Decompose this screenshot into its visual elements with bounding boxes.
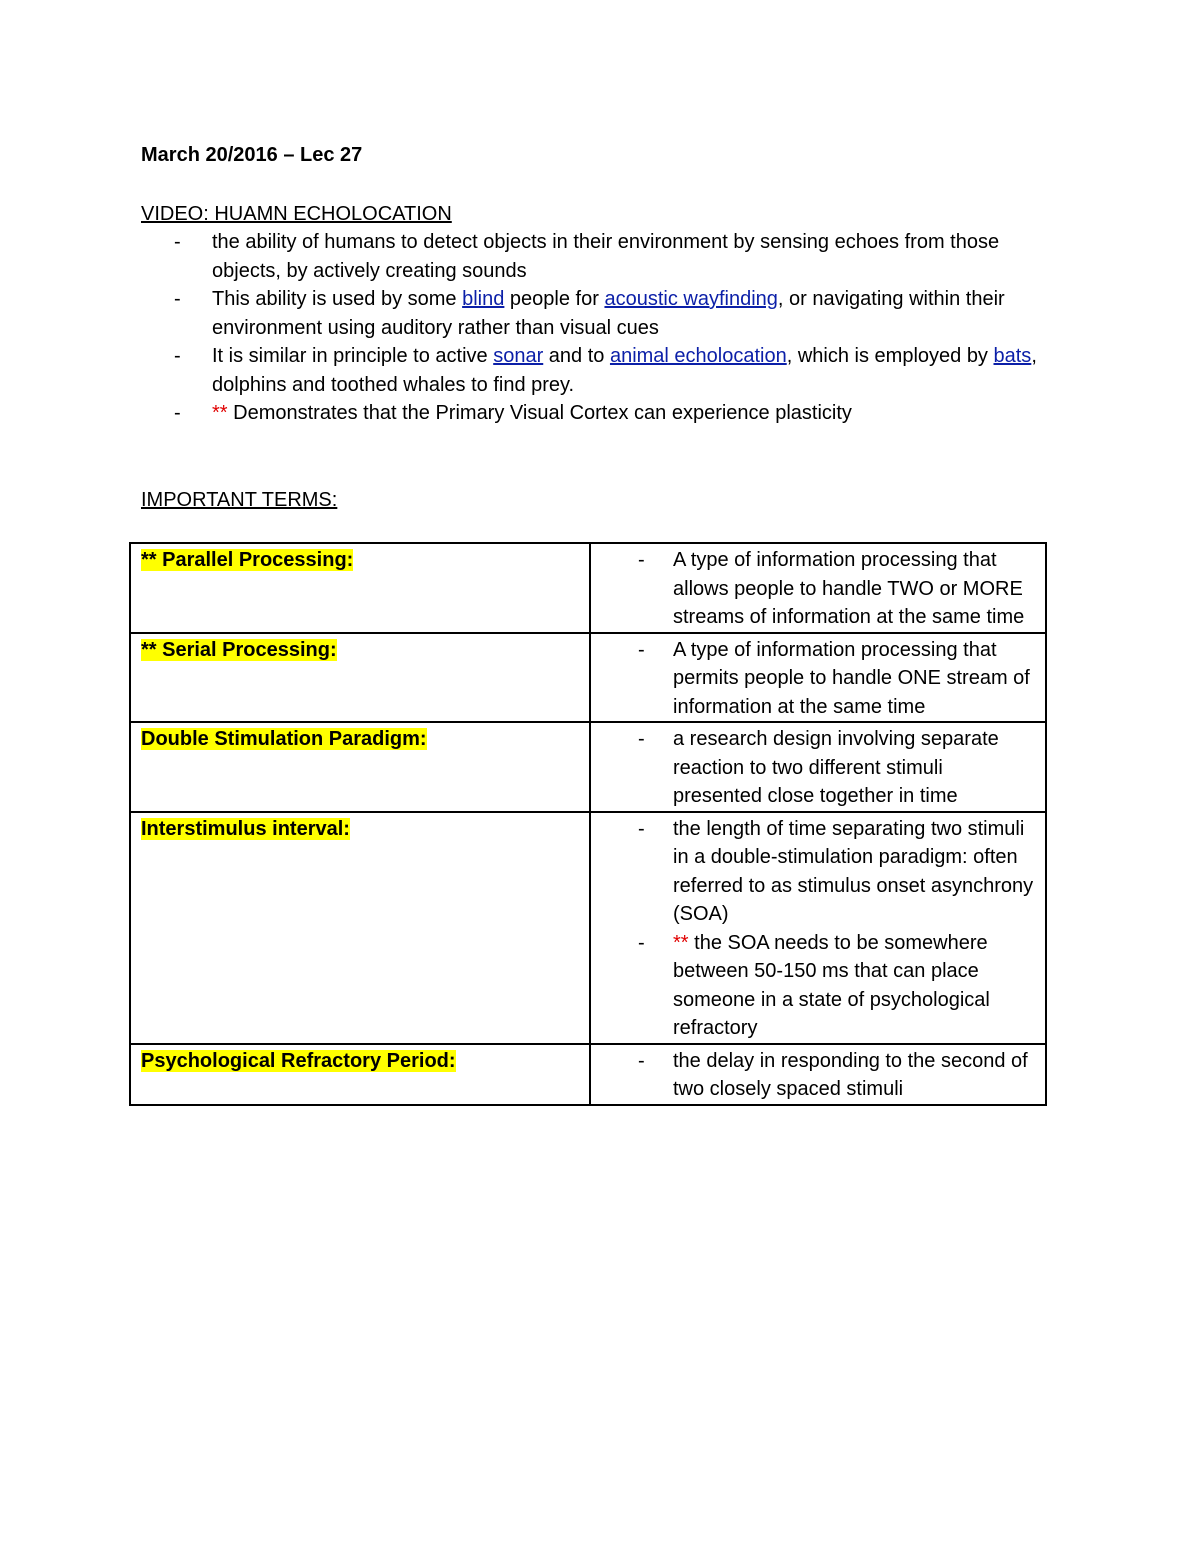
link-sonar[interactable]: sonar [493,345,544,367]
term-label: Double Stimulation Paradigm: [141,728,427,750]
term-label: ** Serial Processing: [141,638,337,661]
bullet-text: It is similar in principle to active [212,345,494,367]
list-item [601,636,1035,722]
term-cell [130,722,590,812]
bullet-text: the ability of humans to detect objects in their environment by sensing echoes from those objects, by actively creating sounds [212,231,1000,282]
bullet-dash: - [638,1049,645,1072]
term-label: ** Parallel Processing: [141,549,354,571]
bullet-text: people for [504,288,605,310]
table-row [130,543,1046,633]
definition-cell [590,812,1046,1044]
definition-cell [590,722,1046,812]
list-item [141,228,1051,285]
emphasis-stars: ** [673,931,689,954]
list-item [601,546,1035,632]
list-item [601,725,1035,811]
video-bullet-list [141,228,1051,428]
link-bats[interactable]: bats [993,345,1032,367]
term-cell [130,633,590,723]
definition-cell [590,1044,1046,1105]
bullet-text: Demonstrates that the Primary Visual Cortex can experience plasticity [227,402,852,424]
bullet-dash: - [638,931,645,954]
bullet-dash: - [638,549,645,571]
list-item [141,342,1051,399]
definition-list [601,815,1035,1043]
bullet-dash: - [174,231,181,253]
definition-list [601,725,1035,811]
definition-text: the SOA needs to be somewhere between 50-150 ms that can place someone in a state of psychological refractory [673,931,990,1039]
definition-list [601,1047,1035,1104]
term-label: Interstimulus interval: [141,817,350,840]
terms-table [129,542,1047,1106]
definition-text: A type of information processing that allows people to handle TWO or MORE streams of information at the same time [673,549,1025,628]
term-cell [130,1044,590,1105]
table-row [130,722,1046,812]
link-animal-echolocation[interactable]: animal echolocation [609,345,787,367]
bullet-text: and to [543,345,610,367]
bullet-text: , or navigating within their environment using auditory rather than visual cues [212,288,1005,339]
bullet-text: This ability is used by some [212,288,463,310]
definition-text: A type of information processing that permits people to handle ONE stream of information at the same time [673,638,1030,718]
definition-cell [590,543,1046,633]
table-row [130,633,1046,723]
list-item [141,399,1051,428]
document-page [141,140,1051,514]
definition-text: a research design involving separate reaction to two different stimuli presented close together in time [673,728,999,807]
term-label: Psychological Refractory Period: [141,1049,456,1072]
definition-text: the length of time separating two stimuli in a double-stimulation paradigm: often referred to as stimulus onset asynchrony (SOA) [673,817,1034,925]
bullet-dash: - [174,288,181,310]
video-section-title: VIDEO: HUAMN ECHOLOCATION [141,203,452,225]
definition-text: the delay in responding to the second of two closely spaced stimuli [673,1049,1028,1100]
term-cell [130,812,590,1044]
lecture-date-heading: March 20/2016 – Lec 27 [141,144,363,166]
bullet-dash: - [638,728,645,750]
bullet-text: , dolphins and toothed whales to find prey. [212,345,1037,396]
term-cell [130,543,590,633]
list-item [601,929,1035,1043]
terms-section-title: IMPORTANT TERMS: [141,488,338,511]
bullet-dash: - [174,345,181,367]
list-item [141,285,1051,342]
list-item [601,1047,1035,1104]
list-item [601,815,1035,929]
bullet-text: , which is employed by [786,345,994,367]
bullet-dash: - [638,817,645,840]
table-row [130,812,1046,1044]
definition-list [601,546,1035,632]
definition-cell [590,633,1046,723]
table-row [130,1044,1046,1105]
definition-list [601,636,1035,722]
link-blind[interactable]: blind [462,288,505,310]
emphasis-stars: ** [212,402,228,424]
bullet-dash: - [174,402,181,424]
link-acoustic-wayfinding[interactable]: acoustic wayfinding [604,288,778,310]
bullet-dash: - [638,638,645,661]
